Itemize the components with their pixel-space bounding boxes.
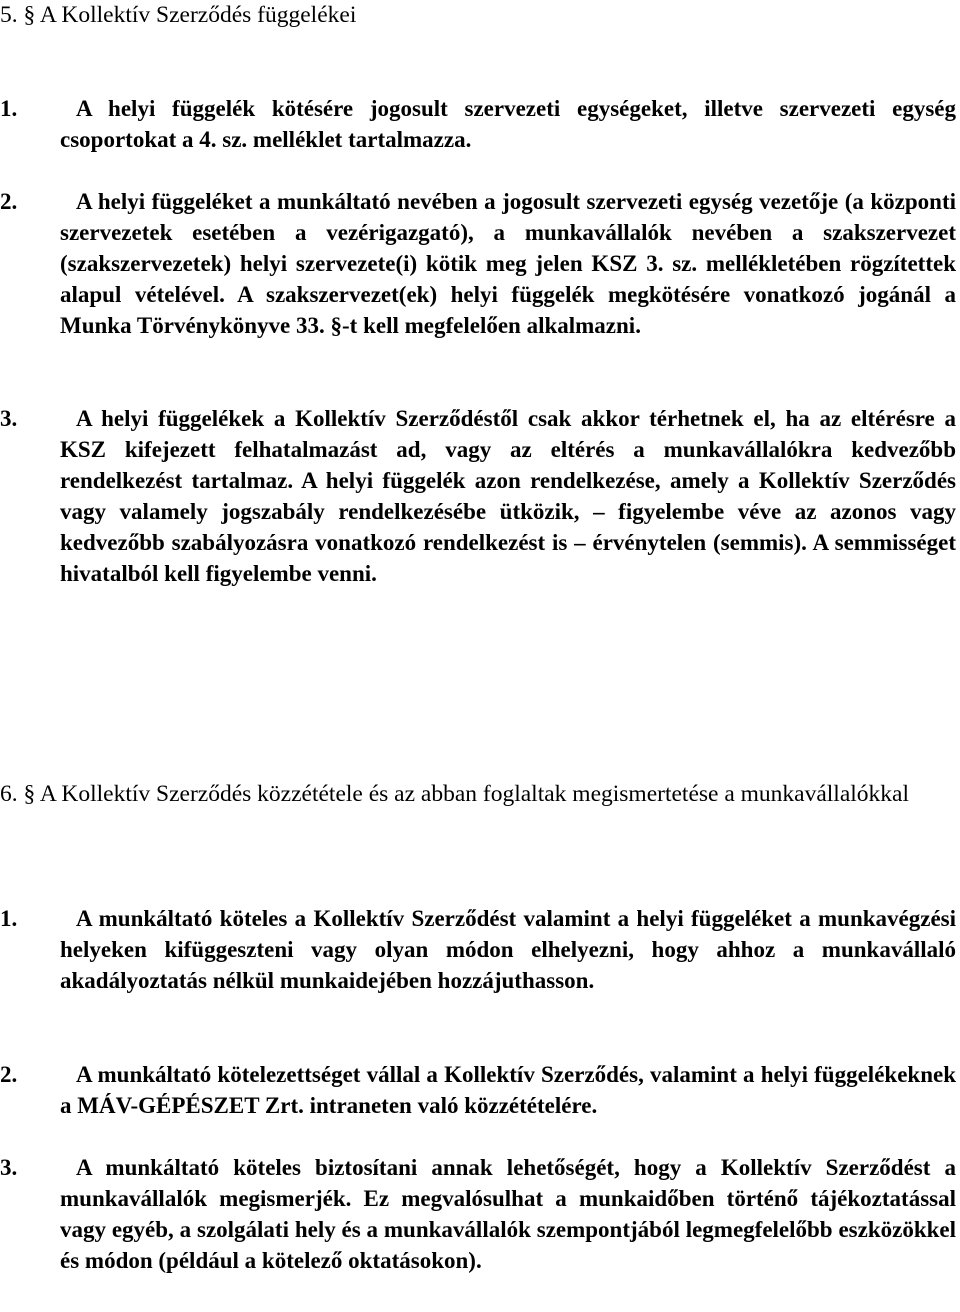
item-number: 2. <box>0 1062 18 1087</box>
section-5-heading <box>0 0 930 31</box>
section-number: 5. <box>0 2 18 28</box>
section-6-heading <box>0 779 930 810</box>
item-text: A munkáltató köteles a Kollektív Szerződést valamint a helyi függeléket a munkavégzési helyeken kifüggeszteni vagy olyan módon elhelyezni, hogy ahhoz a munkavállaló akadályoztatás nélkül munkaidejében hozzájuthasson. <box>60 906 956 993</box>
item-text: A helyi függelékek a Kollektív Szerződéstől csak akkor térhetnek el, ha az eltérésre a KSZ kifejezett felhatalmazást ad, vagy az eltérés a munkavállalókra kedvezőbb rendelkezést tartalmaz. A helyi függelék azon rendelkezése, amely a Kollektív Szerződés vagy valamely jogszabály rendelkezésébe ütközik, – figyelembe véve az azonos vagy kedvezőbb szabályozásra vonatkozó rendelkezést is – érvénytelen (semmis). A semmisséget hivatalból kell figyelembe venni. <box>60 406 956 586</box>
item-text: A munkáltató kötelezettséget vállal a Kollektív Szerződés, valamint a helyi függelékeknek a MÁV-GÉPÉSZET Zrt. intraneten való közzétételére. <box>60 1062 956 1118</box>
section-6-item-3 <box>0 1152 956 1276</box>
section-sign: § <box>23 781 36 807</box>
item-text: A helyi függelék kötésére jogosult szervezeti egységeket, illetve szervezeti egység csoportokat a 4. sz. melléklet tartalmazza. <box>60 96 956 152</box>
section-5-item-3 <box>0 403 956 589</box>
section-5-item-2 <box>0 186 956 341</box>
section-number: 6. <box>0 781 18 807</box>
item-text: A helyi függeléket a munkáltató nevében a jogosult szervezeti egység vezetője (a központi szervezetek esetében a vezérigazgató), a munkavállalók nevében a szakszervezet (szakszervezetek) helyi szervezete(i) kötik meg jelen KSZ 3. sz. mellékletében rögzítettek alapul vételével. A szakszervezet(ek) helyi függelék megkötésére vonatkozó jogánál a Munka Törvénykönyve 33. §-t kell megfelelően alkalmazni. <box>60 189 956 338</box>
item-number: 3. <box>0 1155 18 1180</box>
item-number: 2. <box>0 189 18 214</box>
item-number: 3. <box>0 406 18 431</box>
section-sign: § <box>23 2 36 28</box>
section-5-item-1 <box>0 93 956 155</box>
item-text: A munkáltató köteles biztosítani annak lehetőségét, hogy a Kollektív Szerződést a munkavállalók megismerjék. Ez megvalósulhat a munkaidőben történő tájékoztatással vagy egyéb, a szolgálati hely és a munkavállalók szempontjából legmegfelelőbb eszközökkel és módon (például a kötelező oktatásokon). <box>60 1155 956 1273</box>
section-6-item-2 <box>0 1059 956 1121</box>
section-title: A Kollektív Szerződés közzététele és az abban foglaltak megismertetése a munkavállalókkal <box>39 781 909 807</box>
section-6-item-1 <box>0 903 956 996</box>
item-number: 1. <box>0 96 18 121</box>
section-title: A Kollektív Szerződés függelékei <box>39 2 357 28</box>
item-number: 1. <box>0 906 18 931</box>
